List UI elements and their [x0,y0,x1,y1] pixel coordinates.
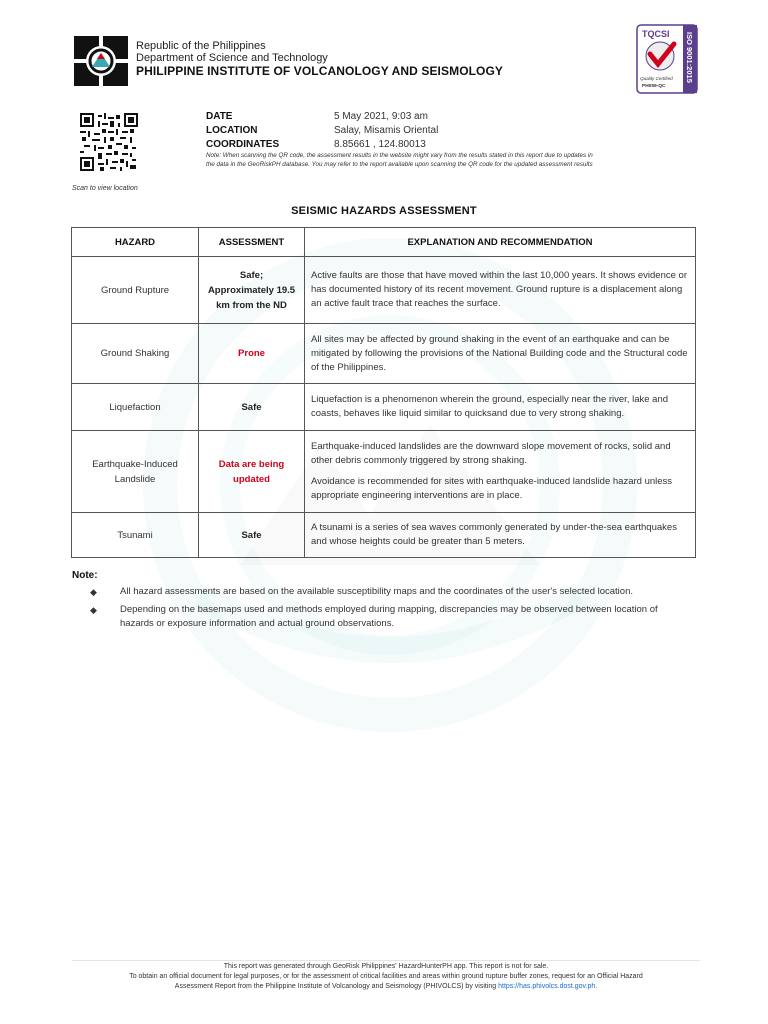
location-value: Salay, Misamis Oriental [334,125,439,136]
qr-update-note-line: the data in the GeoRiskPH database. You may refer to the report available upon scanning the QR code for the updated assessment results [206,161,593,168]
hazard-assessment: Prone [199,324,305,384]
agency-republic: Republic of the Philippines [136,40,266,52]
hazard-explanation [305,431,696,513]
phivolcs-logo [72,34,130,88]
explanation-text: A tsunami is a series of sea waves commonly generated by under-the-sea earthquakes and whose heights could be greater than 5 meters. [311,522,677,547]
qr-caption: Scan to view location [72,185,138,192]
cert-code: PH059-QC [642,84,666,89]
agency-department: Department of Science and Technology [136,52,328,64]
hazard-explanation [305,257,696,324]
hazard-name: Earthquake-Induced Landslide [72,431,199,513]
table-header-row [72,228,696,257]
coordinates-value: 8.85661 , 124.80013 [334,139,426,150]
bullet-icon: ◆ [90,605,97,615]
footer-text: Assessment Report from the Philippine Institute of Volcanology and Seismology (PHIVOLCS) by visiting [174,983,497,990]
note-item: All hazard assessments are based on the available susceptibility maps and the coordinates of the user's selected location. [120,586,633,597]
agency-header [136,40,503,78]
phivolcs-link[interactable]: https://has.phivolcs.dost.gov.ph [498,983,596,990]
hazard-explanation [305,384,696,431]
footer-line-with-link [72,982,700,992]
cert-caption: Quality Certified [640,76,673,81]
hazard-name: Tsunami [72,513,199,558]
footer-divider [72,960,700,961]
hazard-name: Ground Rupture [72,257,199,324]
hazard-assessment: Safe; Approximately 19.5 km from the ND [199,257,305,324]
date-value: 5 May 2021, 9:03 am [334,111,428,122]
footer-line: This report was generated through GeoRisk Philippines' HazardHunterPH app. This report is not for sale. [223,963,549,970]
coordinates-label: COORDINATES [206,139,280,150]
hazard-name: Liquefaction [72,384,199,431]
explanation-text: Active faults are those that have moved within the last 10,000 years. It shows evidence or has documented history of its recent movement. Ground rupture is a displacement along an active fault trace that reaches the surface. [311,270,687,309]
table-row [72,324,696,384]
date-label: DATE [206,111,233,122]
hazards-table [71,227,696,558]
location-qr-code[interactable] [80,113,138,171]
iso-certification-badge [636,24,698,94]
note-title: Note: [72,570,98,581]
hazard-assessment: Data are being updated [199,431,305,513]
table-row [72,513,696,558]
table-row [72,384,696,431]
section-title: SEISMIC HAZARDS ASSESSMENT [291,205,477,217]
qr-update-note-line: Note: When scanning the QR code, the assessment results in the website might vary from the results stated in this report due to updates in [206,152,593,159]
table-row [72,431,696,513]
cert-standard: ISO 9001:2015 [685,32,694,83]
footer-line: To obtain an official document for legal purposes, or for the assessment of critical facilities and areas within ground rupture buffer zones, request for an Official Hazard [129,973,643,980]
hazard-assessment: Safe [199,513,305,558]
recommendation-text: Avoidance is recommended for sites with earthquake-induced landslide hazard unless appropriate engineering interventions are in place. [311,476,673,501]
agency-name: PHILIPPINE INSTITUTE OF VOLCANOLOGY AND SEISMOLOGY [136,64,504,78]
hazard-explanation [305,324,696,384]
column-header-hazard: HAZARD [72,228,199,257]
footer [72,962,700,992]
explanation-text: Earthquake-induced landslides are the downward slope movement of rocks, solid and other debris commonly triggered by strong shaking. [311,441,671,466]
column-header-explanation: EXPLANATION AND RECOMMENDATION [305,228,696,257]
explanation-text: All sites may be affected by ground shaking in the event of an earthquake and can be mitigated by following the provisions of the National Building code and the Structural code of the Philippines. [311,333,688,373]
explanation-text: Liquefaction is a phenomenon wherein the ground, especially near the river, lake and coasts, behaves like liquid similar to quicksand due to very strong shaking. [311,394,669,419]
qr-update-note [206,151,666,169]
hazard-name: Ground Shaking [72,324,199,384]
bullet-icon: ◆ [90,587,97,597]
location-label: LOCATION [206,125,258,136]
column-header-assessment: ASSESSMENT [199,228,305,257]
hazard-explanation [305,513,696,558]
note-item: Depending on the basemaps used and methods employed during mapping, discrepancies may be observed between location of hazards or exposure information and actual ground observations. [120,604,658,629]
table-row [72,257,696,324]
cert-brand: TQCSI [642,29,670,39]
footer-period: . [595,983,598,990]
hazard-assessment: Safe [199,384,305,431]
